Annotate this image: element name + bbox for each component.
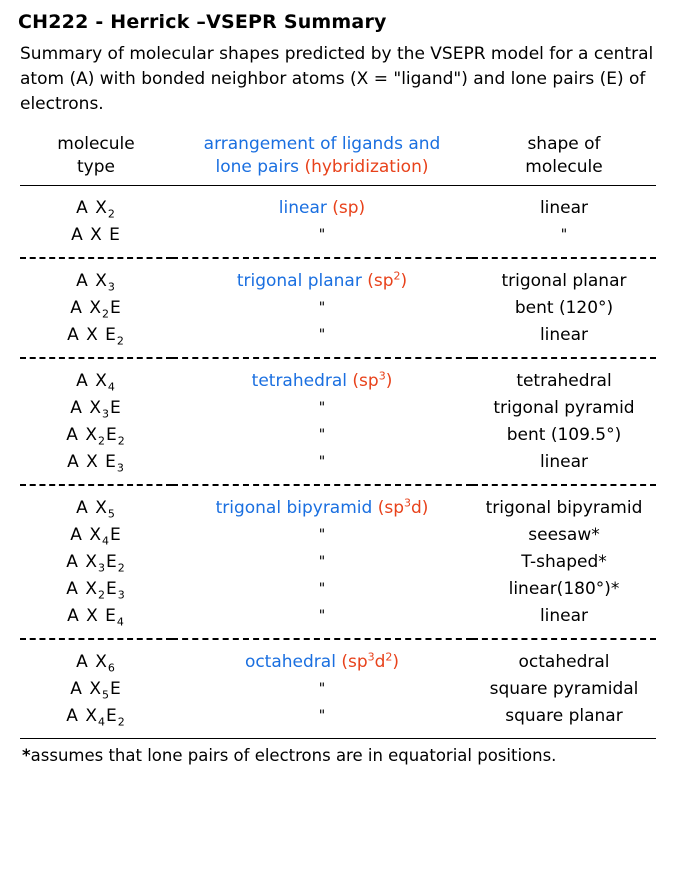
molecule-type-cell: A X E xyxy=(71,224,121,245)
group-spacer-cell xyxy=(20,639,656,649)
table-row xyxy=(20,575,656,602)
header-shape-line2: molecule xyxy=(525,157,603,177)
group-spacer xyxy=(20,186,656,196)
molecule-type-cell: A $X_3E_2$ xyxy=(66,551,126,574)
table-row xyxy=(20,221,656,248)
group-spacer xyxy=(20,258,656,268)
shape-cell: T-shaped* xyxy=(521,551,607,572)
molecule-type-cell: A $X_4E$ xyxy=(70,524,122,547)
molecule-type-cell: A X $E_4$ xyxy=(67,605,125,628)
shape-cell: linear xyxy=(539,605,589,626)
header-hybridization: (hybridization) xyxy=(304,157,429,177)
shape-cell: bent (109.5°) xyxy=(506,424,622,445)
shape-cell: trigonal planar xyxy=(501,271,627,291)
table-row xyxy=(20,521,656,548)
molecule-type-cell: A $X_2E_3$ xyxy=(66,578,126,601)
shape-cell: linear xyxy=(539,324,589,345)
shape-cell: square planar xyxy=(505,705,623,726)
header-molecule-line2: type xyxy=(77,157,115,177)
shape-cell: trigonal bipyramid xyxy=(485,498,643,518)
molecule-type-cell: A $X_4E_2$ xyxy=(66,705,126,728)
shape-cell: linear(180°)* xyxy=(508,578,620,599)
group-spacer-cell xyxy=(20,248,656,257)
arrangement-cell: " xyxy=(318,227,326,243)
footnote xyxy=(22,745,662,767)
group-spacer-cell xyxy=(20,258,656,268)
group-spacer-cell xyxy=(20,358,656,368)
group-spacer xyxy=(20,729,656,738)
group-spacer xyxy=(20,485,656,495)
arrangement-cell: tetrahedral $(sp^3)$ xyxy=(251,369,393,391)
molecule-type-cell: A $X_2E$ xyxy=(70,297,122,320)
group-spacer-cell xyxy=(20,475,656,484)
header-arrangement-line1: arrangement of ligands and xyxy=(203,134,441,154)
table-header-row xyxy=(20,131,656,185)
shape-cell: square pyramidal xyxy=(489,678,639,699)
molecule-type-cell: A $X_5E$ xyxy=(70,678,122,701)
shape-cell: octahedral xyxy=(518,652,610,672)
group-spacer xyxy=(20,629,656,638)
molecule-type-cell: A $X_5$ xyxy=(76,498,116,521)
table-row xyxy=(20,448,656,475)
header-shape-line1: shape of xyxy=(527,134,601,154)
molecule-type-cell: A $X_2E_2$ xyxy=(66,424,126,447)
table-row xyxy=(20,368,656,394)
table-row xyxy=(20,675,656,702)
molecule-type-cell: A X $E_2$ xyxy=(67,324,125,347)
group-spacer-cell xyxy=(20,729,656,738)
table-row xyxy=(20,321,656,348)
molecule-type-cell: A $X_2$ xyxy=(76,198,116,221)
molecule-type-cell: A $X_4$ xyxy=(76,371,116,394)
arrangement-cell: " xyxy=(318,300,326,316)
table-row xyxy=(20,195,656,221)
arrangement-cell: " xyxy=(318,608,326,624)
table-row xyxy=(20,394,656,421)
group-spacer-cell xyxy=(20,348,656,357)
page-title: CH222 - Herrick –VSEPR Summary xyxy=(18,11,387,33)
header-arrangement xyxy=(172,131,472,185)
arrangement-cell: " xyxy=(318,400,326,416)
arrangement-cell: trigonal bipyramid $(sp^3d)$ xyxy=(215,496,429,518)
intro-paragraph: Summary of molecular shapes predicted by the VSEPR model for a central atom (A) with bonded neighbor atoms (X = "ligand") and lone pairs (E) of electrons. xyxy=(20,44,654,114)
group-spacer-cell xyxy=(20,629,656,638)
header-molecule-type xyxy=(20,131,172,185)
arrangement-cell: " xyxy=(318,454,326,470)
arrangement-cell: " xyxy=(318,527,326,543)
arrangement-cell: trigonal planar $(sp^2)$ xyxy=(236,269,408,291)
molecule-type-cell: A $X_6$ xyxy=(76,652,116,675)
footnote-text: assumes that lone pairs of electrons are in equatorial positions. xyxy=(30,746,557,765)
molecule-type-cell: A X $E_3$ xyxy=(67,451,125,474)
divider-line xyxy=(20,738,656,739)
shape-cell: " xyxy=(560,227,568,243)
table-row xyxy=(20,702,656,729)
table-row xyxy=(20,421,656,448)
molecule-type-cell: A $X_3E$ xyxy=(70,397,122,420)
table-row xyxy=(20,268,656,294)
molecule-type-cell: A $X_3$ xyxy=(76,271,116,294)
shape-cell: trigonal pyramid xyxy=(493,397,635,418)
table-body xyxy=(20,131,656,739)
arrangement-cell: linear (sp) xyxy=(278,198,366,218)
vsepr-table xyxy=(20,131,656,739)
table-bottom-rule xyxy=(20,738,656,739)
arrangement-cell: " xyxy=(318,554,326,570)
header-molecule-line1: molecule xyxy=(57,134,135,154)
arrangement-cell: " xyxy=(318,581,326,597)
table-row xyxy=(20,649,656,675)
shape-cell: seesaw* xyxy=(528,524,600,545)
shape-cell: linear xyxy=(539,198,589,218)
group-spacer xyxy=(20,475,656,484)
group-spacer-cell xyxy=(20,485,656,495)
footnote-star: * xyxy=(22,746,31,765)
shape-cell: linear xyxy=(539,451,589,472)
header-shape xyxy=(472,131,656,185)
arrangement-cell: " xyxy=(318,708,326,724)
arrangement-cell: " xyxy=(318,427,326,443)
table-row xyxy=(20,548,656,575)
arrangement-cell: octahedral $(sp^3d^2)$ xyxy=(244,650,400,672)
shape-cell: tetrahedral xyxy=(516,371,612,391)
table-row xyxy=(20,495,656,521)
group-spacer xyxy=(20,639,656,649)
table-row xyxy=(20,602,656,629)
shape-cell: bent (120°) xyxy=(514,297,614,318)
header-arrangement-line2: lone pairs xyxy=(215,157,300,177)
arrangement-cell: " xyxy=(318,681,326,697)
group-spacer-cell xyxy=(20,186,656,196)
group-spacer xyxy=(20,248,656,257)
arrangement-cell: " xyxy=(318,327,326,343)
table-row xyxy=(20,294,656,321)
group-spacer xyxy=(20,358,656,368)
group-spacer xyxy=(20,348,656,357)
